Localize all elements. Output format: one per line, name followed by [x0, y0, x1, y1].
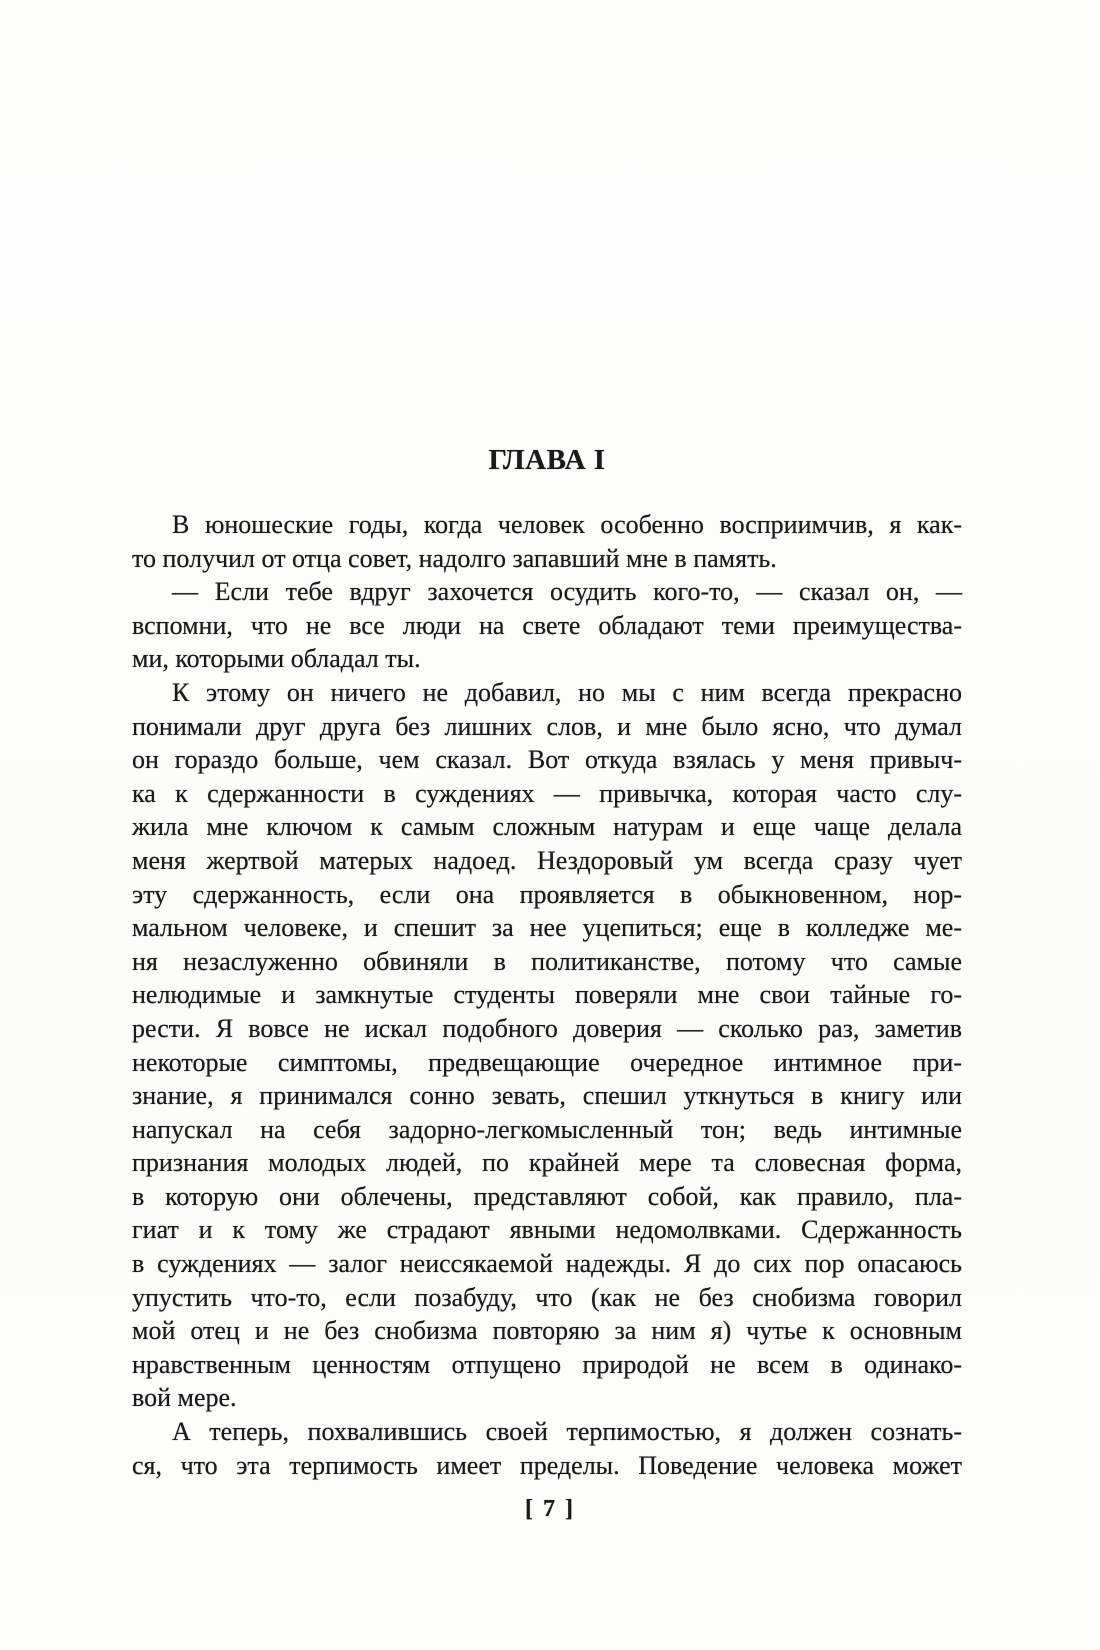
text-line: в которую они облечены, представляют собой, как правило, пла- — [132, 1181, 962, 1211]
text-line: вспомни, что не все люди на свете обладают теми преимущества- — [132, 610, 962, 640]
page-number: [ 7 ] — [525, 1496, 575, 1522]
text-line: мой отец и не без снобизма повторяю за ним я) чутье к основным — [132, 1316, 962, 1346]
text-line: напускал на себя задорно-легкомысленный тон; ведь интимные — [132, 1114, 962, 1144]
text-line: он гораздо больше, чем сказал. Вот откуда взялась у меня привыч- — [132, 745, 962, 775]
text-line: упустить что-то, если позабуду, что (как не без снобизма говорил — [132, 1282, 962, 1312]
text-line: К этому он ничего не добавил, но мы с ним всегда прекрасно — [172, 677, 962, 707]
text-line: понимали друг друга без лишних слов, и мне было ясно, что думал — [132, 711, 962, 741]
paragraph — [132, 1415, 962, 1482]
text-line: ня незаслуженно обвиняли в политиканстве, потому что самые — [132, 946, 962, 976]
paragraph — [132, 575, 962, 676]
text-line: эту сдержанность, если она проявляется в обыкновенном, нор- — [132, 879, 962, 909]
text-line: нелюдимые и замкнутые студенты поверяли мне свои тайные го- — [132, 980, 962, 1010]
text-line: — Если тебе вдруг захочется осудить кого-то, — сказал он, — — [172, 577, 962, 607]
text-line: нравственным ценностям отпущено природой не всем в одинако- — [132, 1349, 962, 1379]
chapter-heading: ГЛАВА I — [488, 444, 606, 476]
text-line: ся, что эта терпимость имеет пределы. Поведение человека может — [132, 1450, 962, 1480]
text-line: мальном человеке, и спешит за нее уцепиться; еще в колледже ме- — [132, 913, 962, 943]
text-line: жила мне ключом к самым сложным натурам и еще чаще делала — [132, 812, 962, 842]
paragraph — [132, 508, 962, 575]
text-line: гиат и к тому же страдают явными недомолвками. Сдержанность — [132, 1215, 962, 1245]
text-line: ка к сдержанности в суждениях — привычка, которая часто слу- — [132, 778, 962, 808]
text-line: некоторые симптомы, предвещающие очередное интимное при- — [132, 1047, 962, 1077]
text-line: вой мере. — [132, 1383, 237, 1413]
text-block — [132, 444, 962, 1482]
paragraph — [132, 676, 962, 1415]
text-line: знание, я принимался сонно зевать, спешил уткнуться в книгу или — [132, 1081, 962, 1111]
text-line: то получил от отца совет, надолго запавший мне в память. — [132, 543, 777, 573]
text-line: В юношеские годы, когда человек особенно восприимчив, я как- — [172, 510, 962, 539]
text-line: ми, которыми обладал ты. — [132, 644, 421, 674]
text-line: признания молодых людей, по крайней мере та словесная форма, — [132, 1148, 962, 1178]
text-line: рести. Я вовсе не искал подобного доверия — сколько раз, заметив — [132, 1013, 962, 1043]
text-line: меня жертвой матерых надоед. Нездоровый ум всегда сразу чует — [132, 845, 962, 875]
text-line: в суждениях — залог неиссякаемой надежды. Я до сих пор опасаюсь — [132, 1249, 962, 1279]
text-line: А теперь, похвалившись своей терпимостью, я должен сознать- — [172, 1417, 962, 1447]
